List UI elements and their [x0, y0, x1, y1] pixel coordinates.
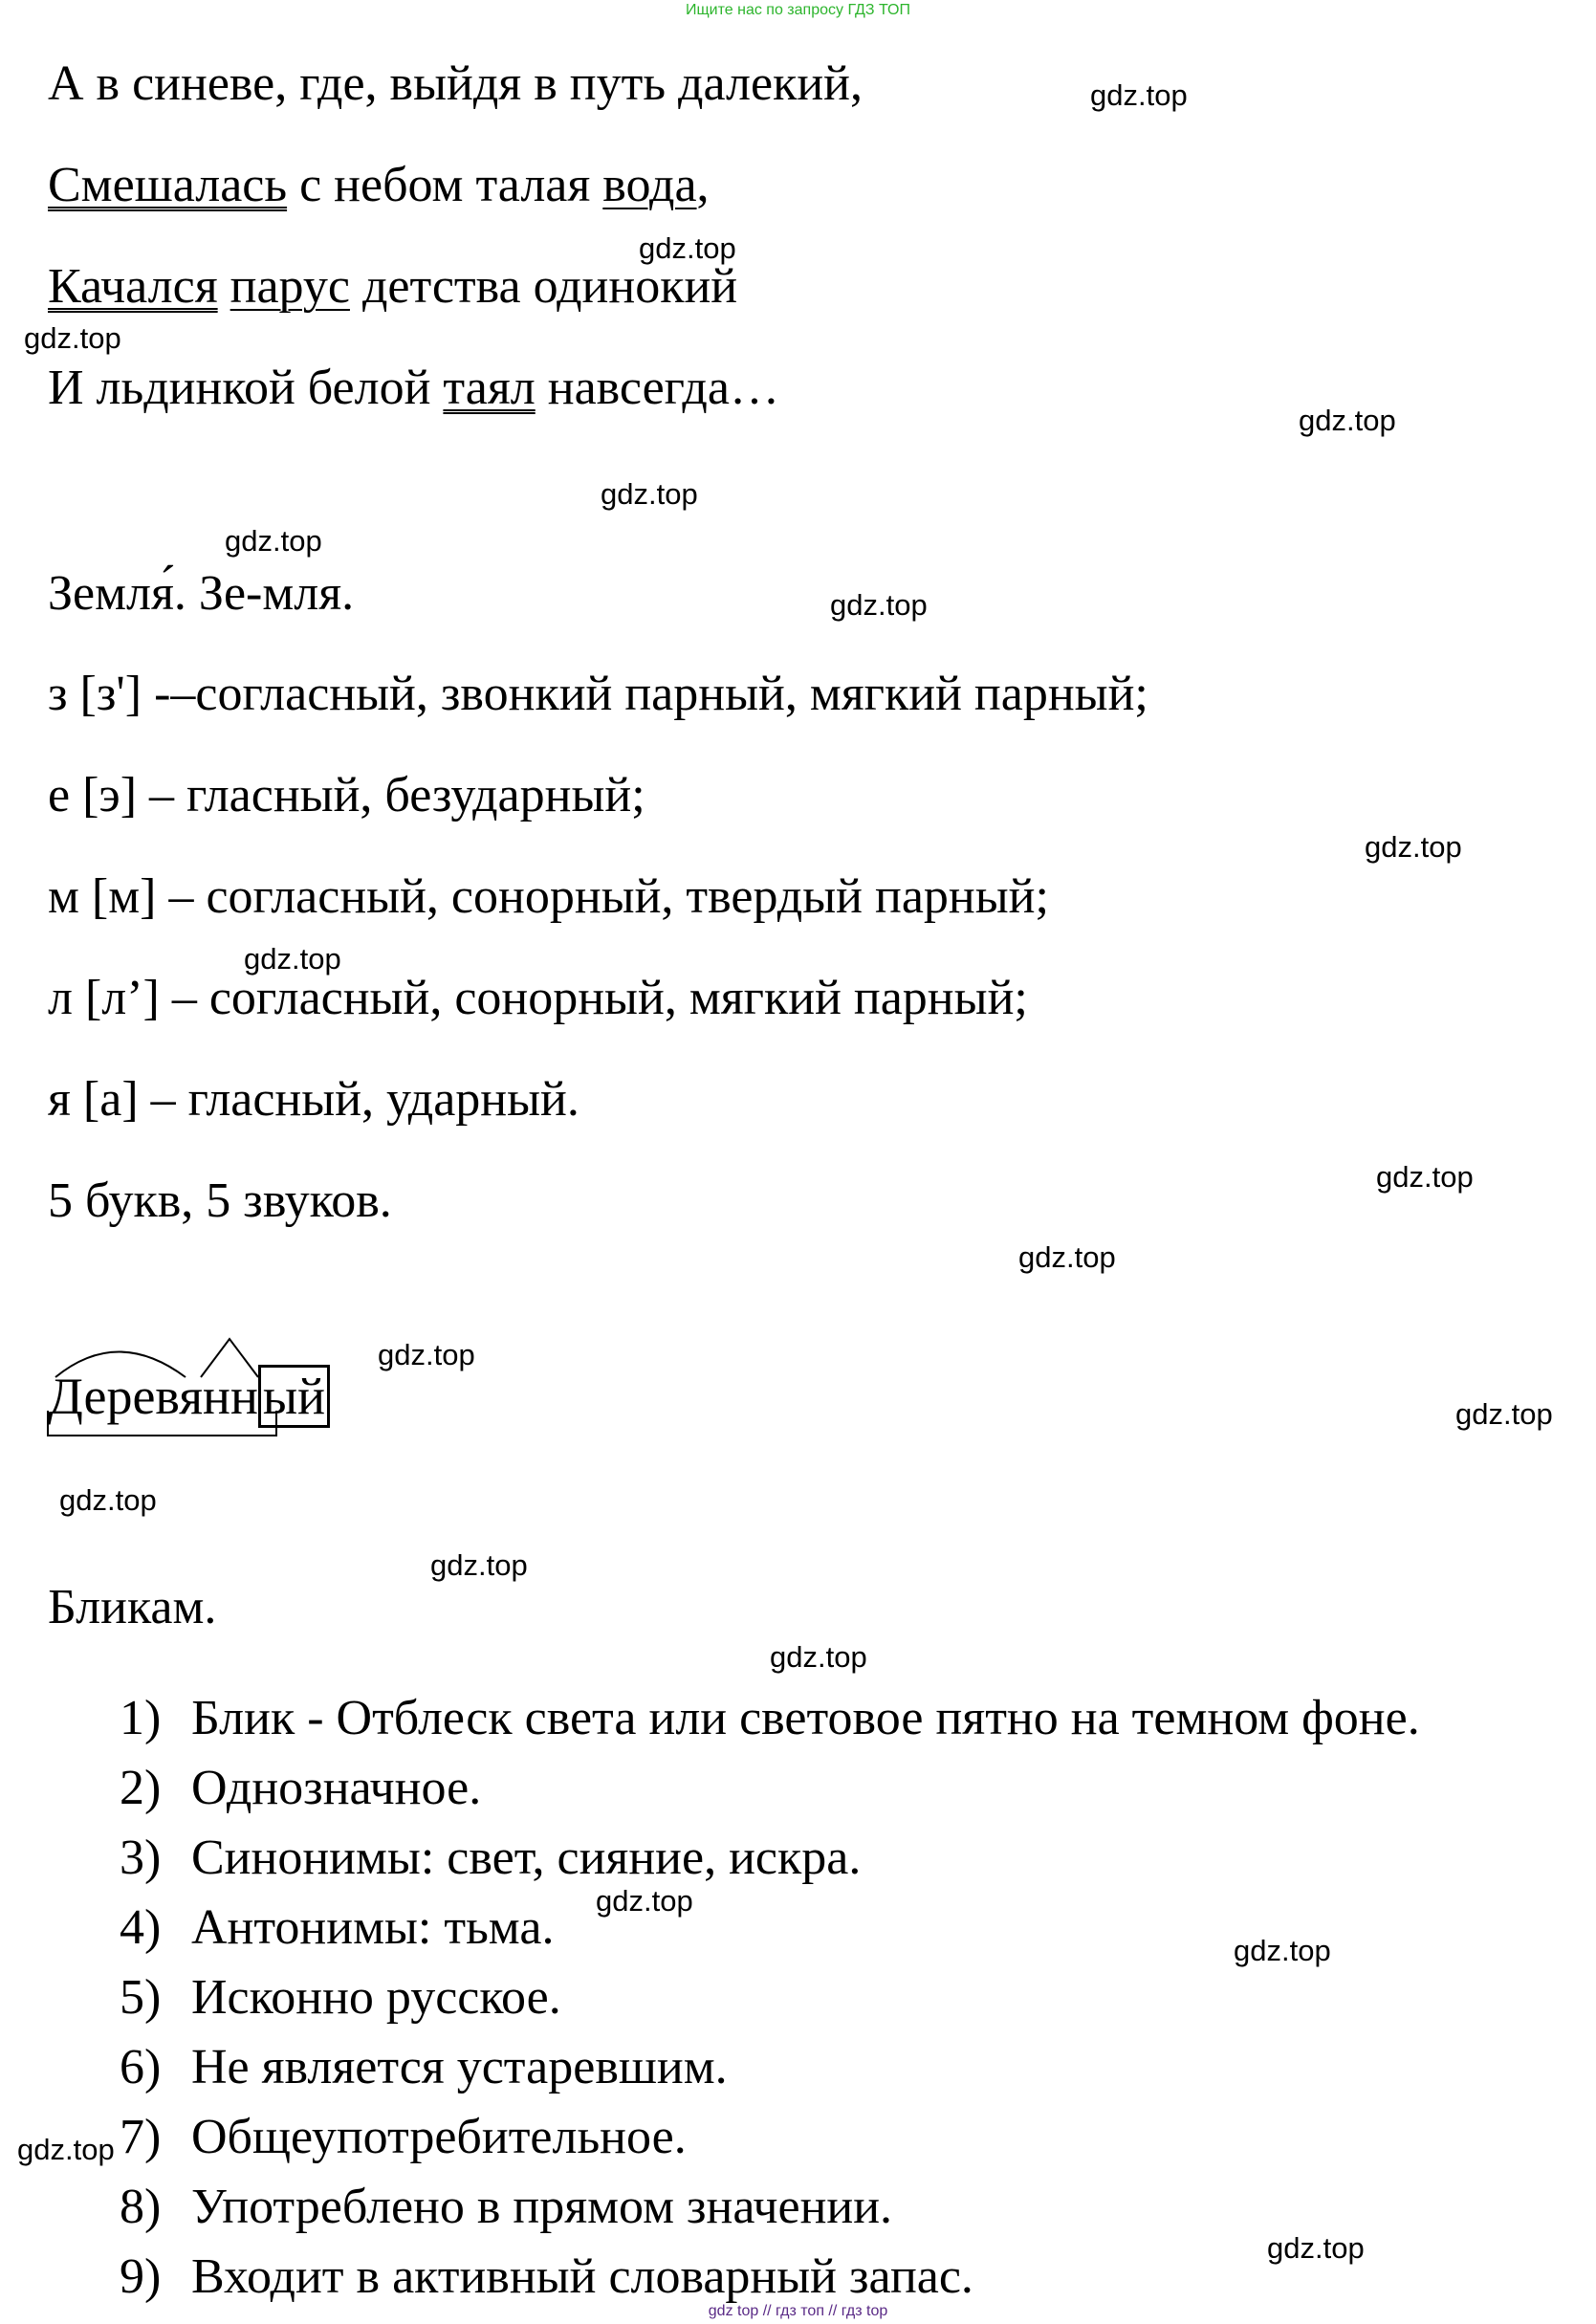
list-item-text: Общеупотребительное.	[191, 2110, 687, 2164]
list-item	[120, 1823, 1420, 1893]
list-item-number: 6)	[120, 2040, 162, 2094]
list-item-text: Однозначное.	[191, 1761, 482, 1815]
predicate-word: таял	[443, 361, 536, 415]
list-item-text: Употреблено в прямом значении.	[191, 2180, 893, 2234]
list-item	[120, 2032, 1420, 2102]
plain-text: И льдинкой белой	[48, 361, 444, 415]
word-ending: ый	[258, 1365, 330, 1428]
list-item	[120, 1683, 1420, 1753]
morphemic-analysis	[46, 1334, 361, 1458]
watermark: gdz.top	[1376, 1160, 1474, 1194]
watermark: gdz.top	[1455, 1397, 1553, 1431]
predicate-word: Смешалась	[48, 158, 288, 212]
watermark: gdz.top	[639, 231, 736, 265]
watermark: gdz.top	[1365, 830, 1462, 864]
watermark: gdz.top	[430, 1548, 528, 1582]
sound-line-1: з [з'] -–согласный, звонкий парный, мягкий парный;	[48, 667, 1148, 721]
plain-text: с небом талая	[287, 158, 603, 212]
list-item-number: 5)	[120, 1970, 162, 2025]
watermark: gdz.top	[1299, 404, 1396, 437]
subject-word: вода	[602, 158, 697, 212]
watermark: gdz.top	[596, 1884, 693, 1918]
watermark: gdz.top	[1090, 78, 1188, 112]
watermark: gdz.top	[601, 477, 698, 511]
list-item-number: 9)	[120, 2249, 162, 2304]
watermark: gdz.top	[1018, 1240, 1116, 1274]
list-item-text: Синонимы: свет, сияние, искра.	[191, 1831, 862, 1885]
list-item-number: 1)	[120, 1691, 162, 1745]
site-footer: gdz top // гдз топ // гдз top	[708, 2303, 888, 2319]
list-item-number: 7)	[120, 2110, 162, 2164]
watermark: gdz.top	[1234, 1934, 1331, 1967]
lexical-list	[120, 1683, 1420, 2312]
site-top-note: Ищите нас по запросу ГДЗ ТОП	[686, 2, 910, 18]
list-item	[120, 1962, 1420, 2032]
plain-text: детства одинокий	[349, 259, 738, 314]
lexical-word: Бликам.	[48, 1580, 217, 1634]
plain-text	[218, 259, 230, 314]
list-item-text: Исконно русское.	[191, 1970, 561, 2025]
watermark: gdz.top	[24, 321, 121, 355]
watermark: gdz.top	[59, 1483, 157, 1517]
list-item-number: 3)	[120, 1831, 162, 1885]
plain-text: ,	[696, 158, 710, 212]
list-item-text: Блик - Отблеск света или световое пятно на темном фоне.	[191, 1691, 1420, 1745]
list-item	[120, 2242, 1420, 2312]
list-item	[120, 2102, 1420, 2172]
watermark: gdz.top	[225, 524, 322, 558]
phonetic-word: Земля́. Зе-мля.	[48, 566, 355, 621]
list-item	[120, 2172, 1420, 2242]
list-item-text: Входит в активный словарный запас.	[191, 2249, 973, 2304]
list-item-number: 8)	[120, 2180, 162, 2234]
list-item	[120, 1753, 1420, 1823]
list-item-text: Не является устаревшим.	[191, 2040, 728, 2094]
watermark: gdz.top	[244, 942, 341, 976]
poem-line-2	[48, 158, 710, 212]
watermark: gdz.top	[830, 588, 928, 622]
morpheme-word	[48, 1368, 330, 1425]
sound-line-3: м [м] – согласный, сонорный, твердый парный;	[48, 869, 1049, 924]
plain-text: навсегда…	[535, 361, 779, 415]
predicate-word: Качался	[48, 259, 218, 314]
poem-line-3	[48, 259, 738, 314]
list-item-text: Антонимы: тьма.	[191, 1900, 555, 1955]
word-stem: Деревянн	[48, 1368, 258, 1425]
list-item-number: 4)	[120, 1900, 162, 1955]
sound-line-5: я [а] – гласный, ударный.	[48, 1072, 579, 1127]
sound-line-4: л [л’] – согласный, сонорный, мягкий парный;	[48, 971, 1028, 1025]
subject-word: парус	[230, 259, 350, 314]
watermark: gdz.top	[1267, 2231, 1365, 2265]
list-item-number: 2)	[120, 1761, 162, 1815]
list-item	[120, 1893, 1420, 1962]
sound-line-2: е [э] – гласный, безударный;	[48, 768, 645, 822]
watermark: gdz.top	[378, 1338, 475, 1371]
phonetic-summary: 5 букв, 5 звуков.	[48, 1173, 392, 1228]
poem-line-4	[48, 363, 779, 413]
watermark: gdz.top	[770, 1640, 867, 1674]
watermark: gdz.top	[17, 2133, 115, 2166]
poem-line-1: А в синеве, где, выйдя в путь далекий,	[48, 56, 863, 111]
